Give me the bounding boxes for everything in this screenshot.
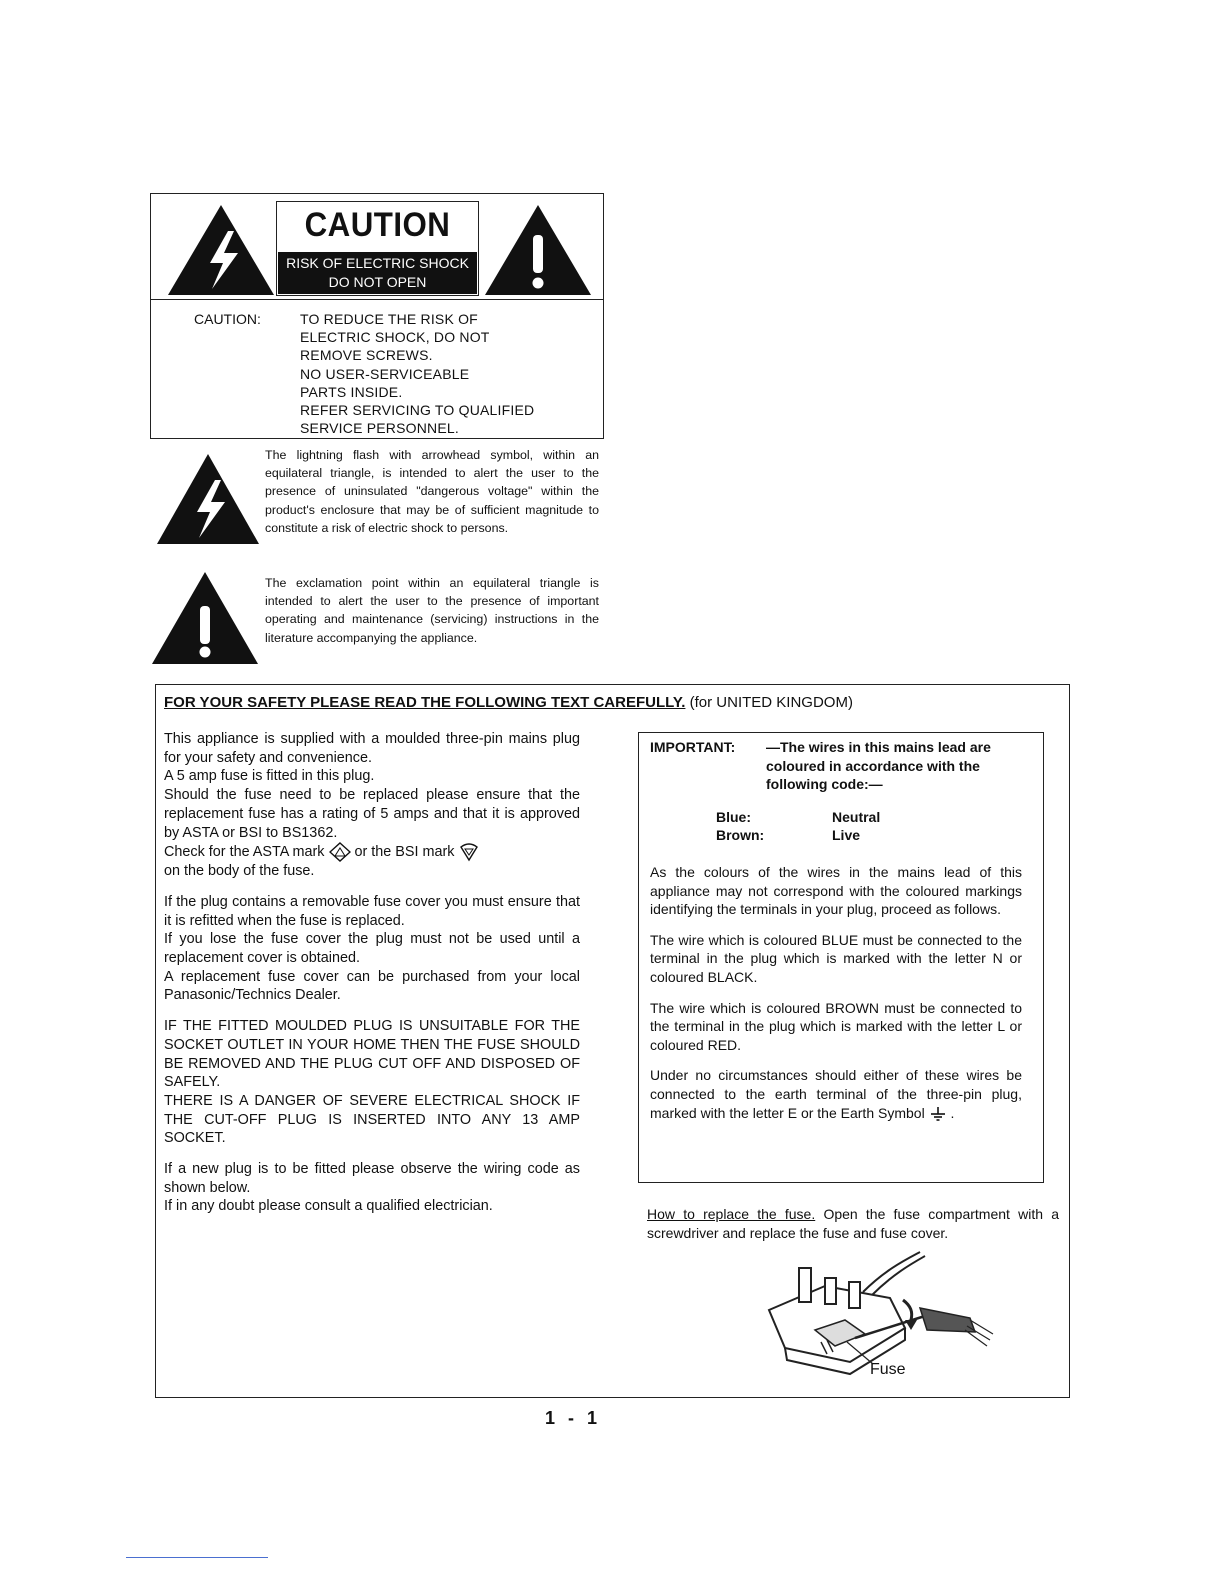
caution-line: REFER SERVICING TO QUALIFIED [300, 402, 535, 419]
safety-heading-region: (for UNITED KINGDOM) [689, 694, 853, 711]
exclamation-symbol-icon [150, 570, 260, 666]
new-plug-paragraph: If a new plug is to be fitted please observe the wiring code as shown below. If in any doubt please consult a qualified electrician. [164, 1161, 580, 1215]
caution-line: TO REDUCE THE RISK OF [300, 311, 478, 327]
lightning-symbol-icon [155, 452, 261, 546]
replace-fuse-heading: How to replace the fuse. [647, 1206, 816, 1222]
lightning-warning-icon [166, 203, 276, 297]
fuse-label: Fuse [870, 1361, 906, 1378]
important-lead [650, 738, 1022, 794]
caution-band-line1: RISK OF ELECTRIC SHOCK [286, 255, 469, 271]
caution-band [278, 252, 477, 294]
important-wiring-text [650, 738, 1022, 1134]
wire-code-table [650, 808, 1022, 845]
blue-wire-instruction: The wire which is coloured BLUE must be connected to the terminal in the plug which is marked with the letter N or coloured BLACK. [650, 931, 1022, 985]
caution-line: REMOVE SCREWS. [300, 347, 433, 364]
caution-label: CAUTION: [194, 311, 261, 327]
colours-note: As the colours of the wires in the mains lead of this appliance may not correspond with the coloured markings identifying the terminals in your plug, proceed as follows. [650, 863, 1022, 918]
caution-line: SERVICE PERSONNEL. [300, 420, 459, 437]
replace-fuse-instructions [647, 1205, 1059, 1242]
unsuitable-plug-warning: IF THE FITTED MOULDED PLUG IS UNSUITABLE FOR THE SOCKET OUTLET IN YOUR HOME THEN THE FUSE SHOULD BE REMOVED AND THE PLUG CUT OFF AND DISPOSED OF SAFELY. THERE IS A DANGER OF SEVERE ELECTRICAL SHOCK IF THE CUT-OFF PLUG IS INSERTED INTO ANY 13 AMP SOCKET. [164, 1018, 580, 1147]
safety-heading [164, 694, 853, 711]
bottom-rule [126, 1557, 268, 1558]
page-number: 1 - 1 [545, 1408, 602, 1428]
wire-code-row: Blue: Neutral [716, 808, 881, 825]
caution-line: NO USER-SERVICEABLE [300, 365, 470, 382]
safety-heading-main: FOR YOUR SAFETY PLEASE READ THE FOLLOWING TEXT CAREFULLY. [164, 694, 686, 711]
caution-band-line2: DO NOT OPEN [328, 274, 427, 290]
asta-mark-icon [329, 842, 351, 862]
caution-title: CAUTION [304, 206, 451, 244]
important-lead-text: —The wires in this mains lead are coloured in accordance with the following code:— [766, 739, 991, 793]
fuse-paragraph: This appliance is supplied with a moulded three-pin mains plug for your safety and convenience. A 5 amp fuse is fitted in this plug. Should the fuse need to be replaced please ensure that the replacement fuse has a rating of 5 amps and that it is approved by ASTA or BSI to BS1362. Check for the ASTA mark or the BSI mark on the body of the fuse. [164, 731, 580, 880]
fuse-cover-paragraph: If the plug contains a removable fuse cover you must ensure that it is refitted when the fuse is replaced. If you lose the fuse cover the plug must not be used until a replacement cover is obtained. A replacement fuse cover can be purchased from your local Panasonic/Technics Dealer. [164, 893, 580, 1004]
bsi-kitemark-icon [458, 842, 480, 862]
safety-left-column [164, 730, 580, 1228]
caution-text [300, 310, 534, 437]
earth-warning: Under no circumstances should either of these wires be connected to the earth terminal of the three-pin plug, marked with the letter E or the Earth Symbol . [650, 1067, 1022, 1121]
earth-symbol-icon [929, 1106, 947, 1122]
important-label: IMPORTANT: [650, 739, 736, 755]
caution-line: PARTS INSIDE. [300, 383, 403, 400]
exclamation-symbol-description: The exclamation point within an equilateral triangle is intended to alert the user to the presence of important operating and maintenance (servicing) instructions in the literature accompanying the appliance. [265, 576, 599, 645]
caution-line: ELECTRIC SHOCK, DO NOT [300, 329, 490, 346]
wire-code-row: Brown: Live [716, 827, 861, 844]
exclamation-warning-icon [483, 203, 593, 297]
brown-wire-instruction: The wire which is coloured BROWN must be connected to the terminal in the plug which is marked with the letter L or coloured RED. [650, 999, 1022, 1053]
replace-fuse-text: Open the fuse compartment with a screwdriver and replace the fuse and fuse cover. [647, 1206, 1059, 1241]
lightning-symbol-description: The lightning flash with arrowhead symbol, within an equilateral triangle, is intended to alert the user to the presence of uninsulated "dangerous voltage" within the product's enclosure that may be of sufficient magnitude to constitute a risk of electric shock to persons. [265, 448, 599, 535]
